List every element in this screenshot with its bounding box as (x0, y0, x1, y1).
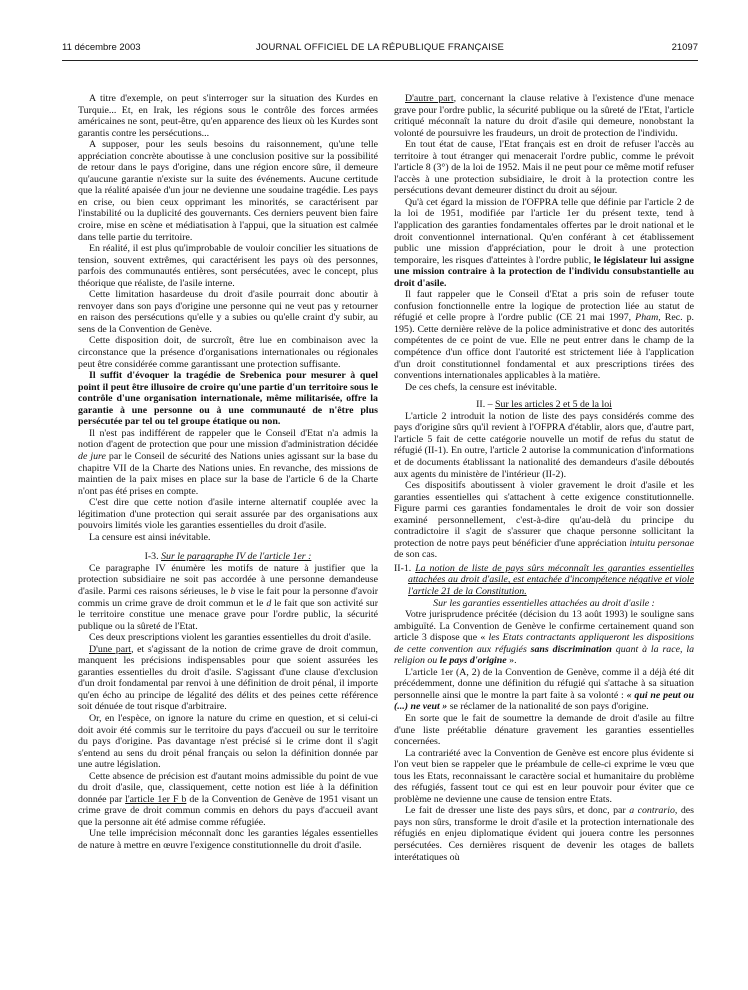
paragraph: L'article 2 introduit la notion de liste des pays considérés comme des pays d'origine sûrs qu'il revient à l'OFPRA d'établir, alors que, d'autre part, l'article 5 fait de cette catégorie nouvelle un motif de refus du statut de réfugié (II-1). En outre, l'article 2 autorise la communication d'informations et de documents établissant la nationalité des demandeurs d'asile déboutés aux agents du ministère de l'intérieur (II-2). (394, 410, 694, 480)
paragraph: Cette limitation hasardeuse du droit d'asile pourrait donc aboutir à renvoyer dans son pays d'origine une personne qui ne veut pas y retourner en raison des persécutions qu'elle y a subies ou qu'elle craint d'y subir, au sens de la Convention de Genève. (78, 289, 378, 335)
paragraph: Qu'à cet égard la mission de l'OFPRA telle que définie par l'article 2 de la loi de 1951, modifiée par l'article 1er du présent texte, tend à l'application des garanties fondamentales offertes par le droit national et le droit conventionnel international. Qu'en conférant à cet établissement public une mission d'appréciation, pour le droit à une protection temporaire, les risques d'atteintes à l'ordre public, le législateur lui assigne une mission contraire à la protection de l'individu consubstantielle au droit d'asile. (394, 196, 694, 289)
paragraph: A titre d'exemple, on peut s'interroger sur la situation des Kurdes en Turquie... Et, en Irak, les régions sous le contrôle des forces armées américaines ne sont, peut-être, qu'en apparence des lieux où les Kurdes sont garantis contre les persécutions... (78, 93, 378, 139)
header-page-number: 21097 (671, 42, 698, 53)
paragraph: A supposer, pour les seuls besoins du raisonnement, qu'une telle appréciation concrète aboutisse à une conclusion positive sur la possibilité de retour dans le pays d'origine, dans une région encore sûre, il demeure qu'aucune garantie n'existe sur la suite des événements. Aucune certitude que la réalité apaisée d'un jour ne devienne une soudaine tragédie. Les pays en crise, ou bien ceux opprimant les minorités, se caractérisent par l'instabilité ou la duplicité des gouvernants. Ces derniers peuvent bien faire croire, mise en scène et médiatisation à l'appui, que la situation est calmée dans telle partie du territoire. (78, 139, 378, 243)
left-column (78, 93, 378, 852)
subheading: Sur les garanties essentielles attachées au droit d'asile : (433, 597, 655, 609)
paragraph: Cette absence de précision est d'autant moins admissible du point de vue du droit d'asile, que, classiquement, cette notion est liée à la définition donnée par l'article 1er F b de la Convention de Genève de 1951 visant un crime grave de droit commun commis en dehors du pays d'accueil avant que la personne ait été admise comme réfugiée. (78, 770, 378, 828)
paragraph: Le fait de dresser une liste des pays sûrs, et donc, par a contrario, des pays non sûrs, transforme le droit d'asile et la protection internationale des réfugiés en enjeu diplomatique évident qui jouera contre les personnes persécutées. Ces dernières risquent de devenir les otages de ballets interétatiques où (394, 805, 695, 863)
paragraph: Votre jurisprudence précitée (décision du 13 août 1993) le souligne sans ambiguïté. La Convention de Genève le confirme certainement quand son article 3 dispose que « les Etats contractants appliqueront les dispositions de cette convention aux réfugiés sans discrimination quant à la race, la religion ou le pays d'origine ». (394, 609, 695, 667)
header-title: JOURNAL OFFICIEL DE LA RÉPUBLIQUE FRANÇAISE (255, 42, 505, 53)
paragraph: C'est dire que cette notion d'asile interne alternatif couplée avec la légitimation d'une protection qui serait assurée par des organisations aux pouvoirs limités viole les garanties essentielles du droit d'asile. (78, 497, 378, 532)
paragraph: D'autre part, concernant la clause relative à l'existence d'une menace grave pour l'ordre public, la sécurité publique ou la sûreté de l'Etat, l'article critiqué méconnaît la nature du droit d'asile qui demeure, nonobstant la volonté de poursuivre les fraudeurs, un droit de protection de l'individu. (394, 93, 694, 139)
paragraph: Il n'est pas indifférent de rappeler que le Conseil d'Etat n'a admis la notion d'agent de protection que pour une mission d'administration décidée de jure par le Conseil de sécurité des Nations unies agissant sur la base du chapitre VII de la Charte des Nations unies. En revanche, des missions de maintien de la paix mises en place sur la base de l'article 6 de la Charte n'ont pas été prises en compte. (78, 427, 378, 497)
section-heading-II: II. – Sur les articles 2 et 5 de la loi (476, 399, 612, 411)
right-column (394, 93, 694, 863)
paragraph: D'une part, et s'agissant de la notion de crime grave de droit commun, manquent les précisions indispensables pour que soient assurées les garanties essentielles du droit d'asile. S'agissant d'une clause d'exclusion d'un droit fondamental par renvoi à une définition de droit pénal, il importe qu'en écho au principe de légalité des délits et des peines cette référence soit dénuée de tout risque d'arbitraire. (78, 643, 378, 713)
paragraph: L'article 1er (A, 2) de la Convention de Genève, comme il a déjà été dit précédemment, donne une définition du réfugié qui s'attache à sa situation personnelle ainsi que le montre la part faite à sa volonté : « qui ne peut ou (...) ne veut » se réclamer de la nationalité de son pays d'origine. (394, 666, 694, 713)
paragraph: Il faut rappeler que le Conseil d'Etat a pris soin de refuser toute confusion fonctionnelle entre la logique de protection liée au statut de réfugié et celle propre à l'ordre public (CE 21 mai 1997, Pham, Rec. p. 195). Cette dernière relève de la police administrative et donc des autorités compétentes de ce point de vue. Elle ne peut entrer dans le champ de la compétence d'un office dont l'autorité est strictement liée à l'application d'un droit constitutionnel fondamental et aux prescriptions tirées des conventions internationales applicables à la matière. (394, 289, 694, 382)
paragraph: Ces dispositifs aboutissent à violer gravement le droit d'asile et les garanties essentielles qui s'attachent à cette exigence constitutionnelle. Figure parmi ces garanties fondamentales le droit de voir son dossier examiné personnellement, c'est-à-dire qu'au-delà du principe du contradictoire il s'agit de s'assurer que chaque personne sollicitant la protection de notre pays peut bénéficier d'une appréciation intuitu personae de son cas. (394, 480, 694, 561)
paragraph: Ce paragraphe IV énumère les motifs de nature à justifier que la protection subsidiaire ne soit pas accordée à une personne demandeuse d'asile. Parmi ces raisons sérieuses, le b vise le fait pour la personne d'avoir commis un crime grave de droit commun et le d le fait que son activité sur le territoire constitue une menace grave pour l'ordre public, la sécurité publique ou la sûreté de l'Etat. (78, 562, 379, 632)
paragraph: En tout état de cause, l'Etat français est en droit de refuser l'accès au territoire à tout étranger qui menacerait l'ordre public, comme le prévoit l'article 8 (3°) de la loi de 1952. Mais il ne peut pour ce même motif refuser l'accès à une protection subsidiaire, le droit à la protection contre les persécutions devant demeurer distinct du droit au séjour. (394, 139, 694, 197)
paragraph: Or, en l'espèce, on ignore la nature du crime en question, et si celui-ci doit avoir été commis sur le territoire du pays d'accueil ou sur le territoire du pays d'origine. Pas davantage n'est précisé si le crime dont il s'agit s'entend au sens du droit pénal français ou selon la définition donnée par une autre législation. (78, 712, 378, 771)
header-rule (62, 60, 698, 61)
paragraph: Ces deux prescriptions violent les garanties essentielles du droit d'asile. (89, 632, 372, 644)
paragraph: En réalité, il est plus qu'improbable de vouloir concilier les situations de tension, souvent extrêmes, qui caractérisent les pays où des personnes, parfois des communautés entières, sont persécutées, avec le concept, plus théorique que réaliste, de l'asile interne. (78, 243, 378, 289)
section-heading-I-3: I-3. Sur le paragraphe IV de l'article 1er : (144, 551, 312, 563)
paragraph-bold: Il suffit d'évoquer la tragédie de Srebenica pour mesurer à quel point il peut être illusoire de croire qu'une partie d'un territoire sous le contrôle d'une organisation internationale, même militarisée, offre la garantie à une personne ou à une communauté de n'être plus persécutée par tel ou tel groupe étatique ou non. (78, 370, 378, 428)
paragraph: La contrariété avec la Convention de Genève est encore plus évidente si l'on veut bien se rappeler que le préambule de celle-ci exprime le vœu que tous les Etats, reconnaissant le caractère social et humanitaire du problème des réfugiés, fassent tout ce qui est en leur pouvoir pour éviter que ce problème ne devienne une cause de tension entre Etats. (394, 747, 694, 805)
section-heading-II-1: II-1. La notion de liste de pays sûrs méconnaît les garanties essentielles attachées au droit d'asile, est entachée d'incompétence négative et viole l'article 21 de la Constitution. (394, 562, 694, 597)
paragraph: De ces chefs, la censure est inévitable. (405, 381, 557, 393)
paragraph: En sorte que le fait de soumettre la demande de droit d'asile au filtre d'une liste préétablie dénature gravement les garanties essentielles concernées. (394, 712, 694, 748)
header-date: 11 décembre 2003 (62, 42, 141, 53)
paragraph: Une telle imprécision méconnaît donc les garanties légales essentielles de nature à mettre en œuvre l'exigence constitutionnelle du droit d'asile. (78, 828, 378, 851)
page-header (62, 42, 698, 56)
paragraph: Cette disposition doit, de surcroît, être lue en combinaison avec la circonstance que la présence d'organisations internationales ou régionales peut être considérée comme garantissant une protection suffisante. (78, 335, 378, 370)
paragraph: La censure est ainsi inévitable. (89, 531, 211, 543)
